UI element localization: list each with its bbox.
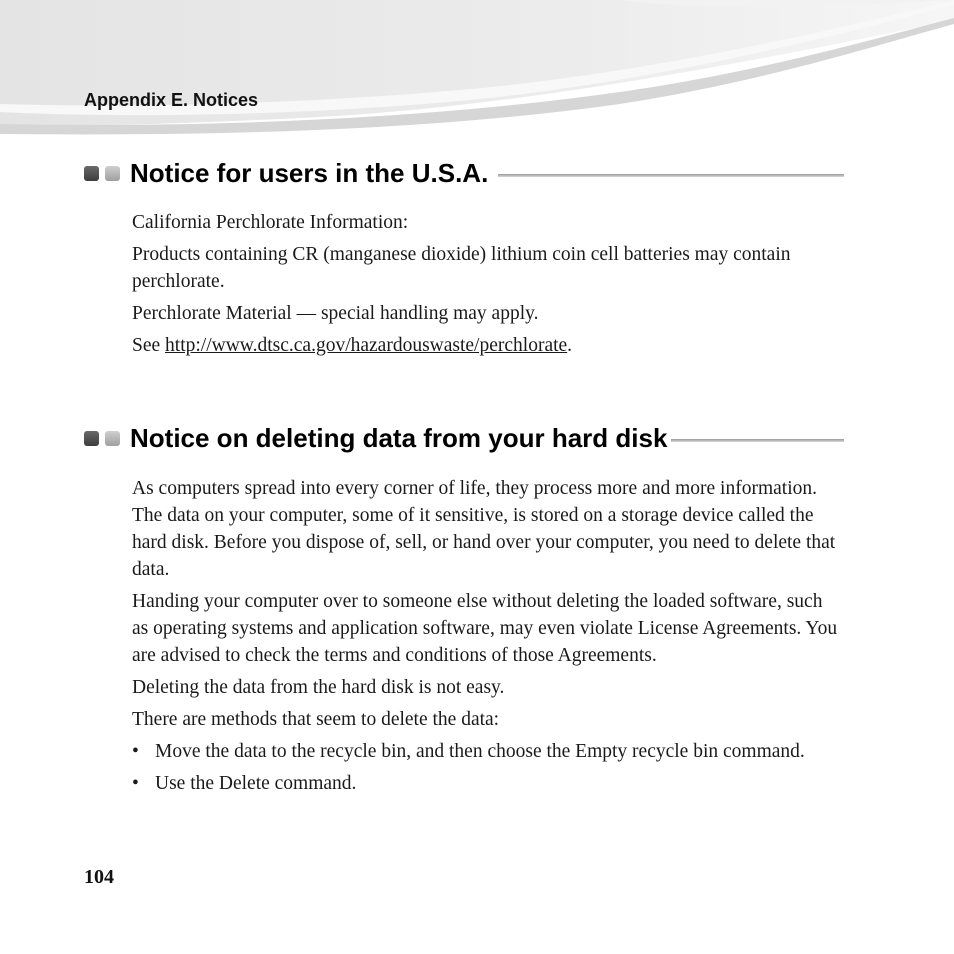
paragraph: As computers spread into every corner of life, they process more and more information. The data on your computer, some of it sensitive, is stored on a storage device called the hard disk. Before you dispose of, sell, or hand over your computer, you need to delete that data. [132,478,836,580]
square-bullet-icon [105,431,120,446]
bullet-list [132,738,842,797]
see-prefix: See [132,335,166,356]
heading-rule [671,439,844,442]
heading-title: Notice on deleting data from your hard disk [130,422,668,453]
section-body-usa [132,209,842,364]
paragraph: California Perchlorate Information: [132,212,409,233]
heading-title: Notice for users in the U.S.A. [130,157,489,188]
header-decoration [0,0,954,135]
list-item [132,738,842,765]
section-heading-usa [84,156,844,190]
paragraph: There are methods that seem to delete the data: [132,709,500,730]
see-suffix: . [567,335,573,356]
heading-bullets [84,431,120,446]
header-swoosh-graphic [0,0,954,135]
list-item-text: Use the Delete command. [155,773,357,794]
section-heading-hard-disk [84,421,844,455]
list-item-text: Move the data to the recycle bin, and then choose the Empty recycle bin command. [155,741,805,762]
perchlorate-link[interactable]: http://www.dtsc.ca.gov/hazardouswaste/perchlorate [165,335,568,356]
paragraph: Products containing CR (manganese dioxide) lithium coin cell batteries may contain perchlorate. [132,244,791,292]
see-paragraph [132,332,842,359]
section-body-hard-disk [132,475,842,802]
bullet-dot: • [132,773,139,794]
paragraph: Perchlorate Material — special handling may apply. [132,303,539,324]
list-item [132,770,842,797]
square-bullet-icon [84,431,99,446]
square-bullet-icon [105,166,120,181]
bullet-dot: • [132,741,139,762]
paragraph: Deleting the data from the hard disk is not easy. [132,677,505,698]
page-number: 104 [84,866,114,888]
square-bullet-icon [84,166,99,181]
chapter-title: Appendix E. Notices [84,90,259,110]
paragraph: Handing your computer over to someone else without deleting the loaded software, such as operating systems and application software, may even violate License Agreements. You are advised to check the terms and conditions of those Agreements. [132,591,838,666]
heading-rule [498,174,844,177]
heading-bullets [84,166,120,181]
